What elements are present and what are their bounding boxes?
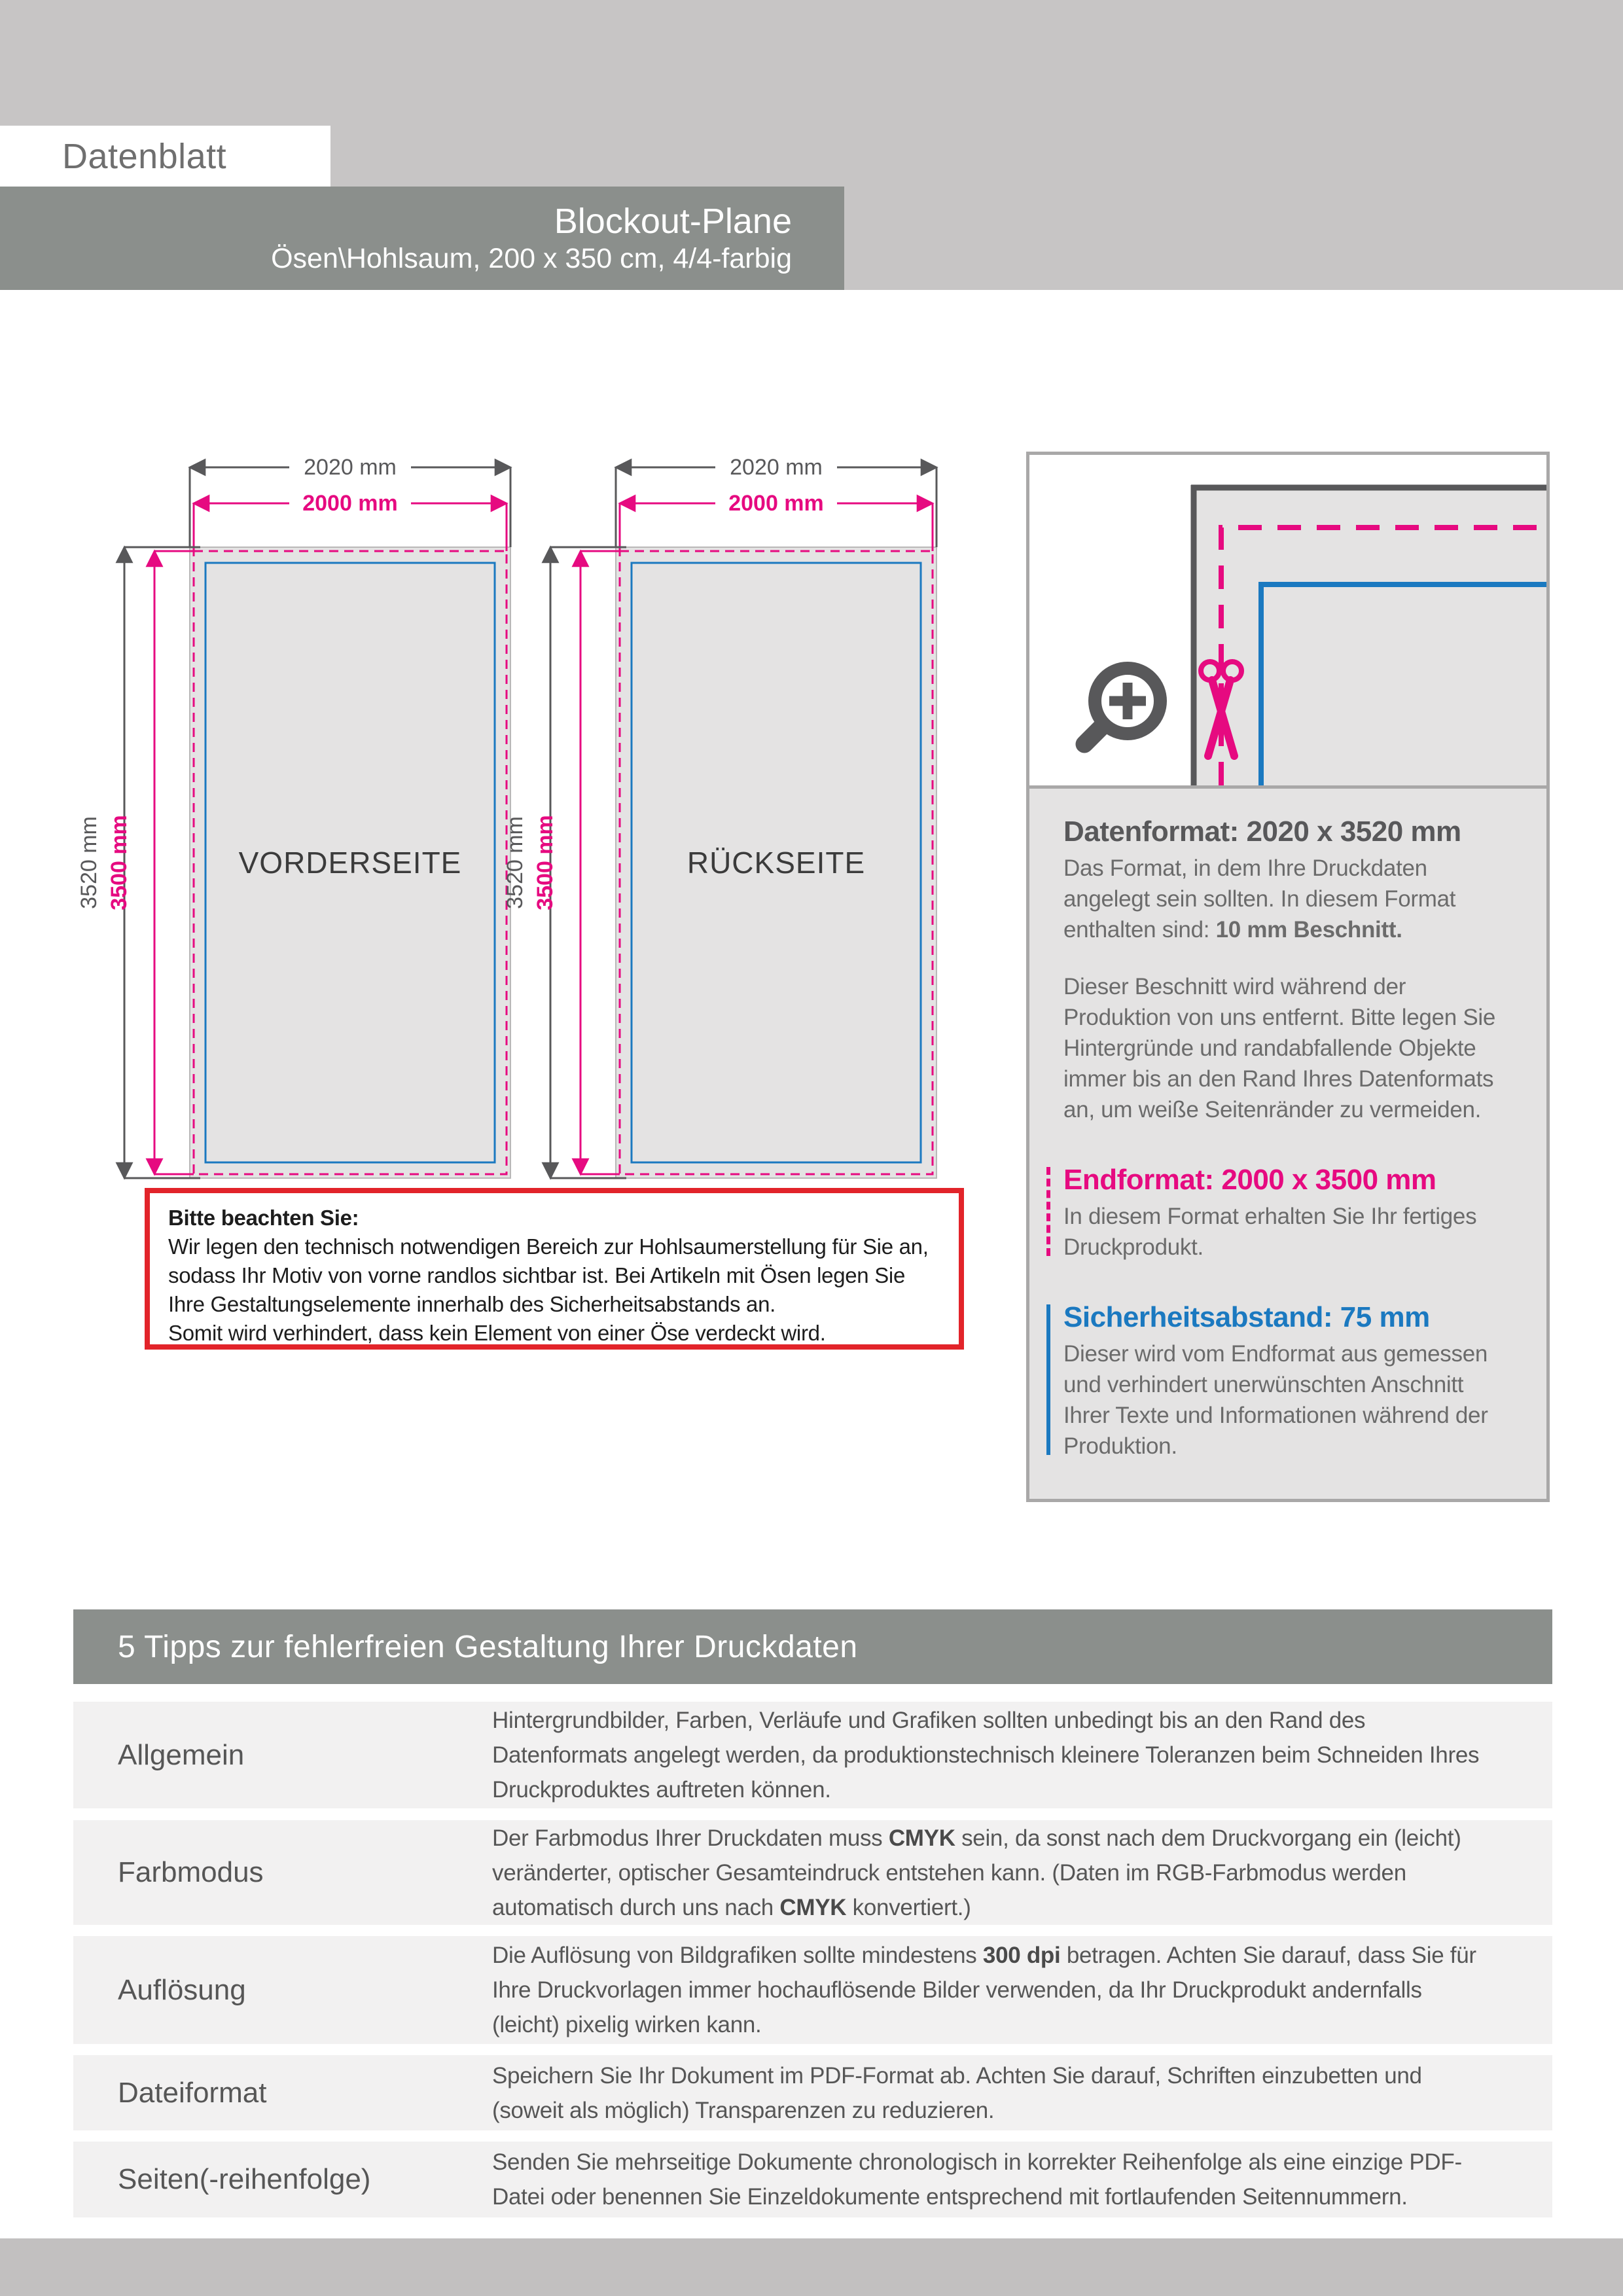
tip-body [492, 2145, 1493, 2214]
tip-text: Die Auflösung von Bildgrafiken sollte mindestens [492, 1943, 983, 1968]
tips-banner [73, 1609, 1552, 1684]
tip-row-seitenreihenfolge [73, 2142, 1552, 2217]
tip-row-farbmodus [73, 1820, 1552, 1925]
tip-text: Senden Sie mehrseitige Dokumente chronologisch in korrekter Reihenfolge als eine einzige PDF-Datei oder benennen Sie Einzeldokumente entsprechend mit fortlaufenden Seitennummern. [492, 2149, 1462, 2210]
datenformat-paragraph-1 [1063, 853, 1507, 945]
endformat-block [1063, 1163, 1507, 1263]
sheet-label: Datenblatt [62, 136, 227, 176]
front-side-label: VORDERSEITE [238, 846, 462, 880]
notice-body-2: Somit wird verhindert, dass kein Element von einer Öse verdeckt wird. [168, 1321, 826, 1345]
format-info-panel [1026, 452, 1550, 1502]
back-inner-width-label: 2000 mm [728, 491, 824, 516]
back-outer-width-label: 2020 mm [730, 455, 823, 480]
tip-label: Auflösung [118, 1973, 246, 2006]
product-subtitle: Ösen\Hohlsaum, 200 x 350 cm, 4/4-farbig [271, 243, 792, 274]
tip-text-bold: CMYK [888, 1825, 955, 1851]
tip-body [492, 1703, 1493, 1807]
back-inner-width-dimension [620, 491, 933, 551]
tip-body [492, 1938, 1493, 2042]
endformat-body: In diesem Format erhalten Sie Ihr fertiges Druckprodukt. [1063, 1204, 1477, 1260]
tips-banner-title: 5 Tipps zur fehlerfreien Gestaltung Ihrer Druckdaten [118, 1629, 858, 1664]
front-inner-height-label: 3500 mm [107, 815, 132, 910]
back-inner-height-label: 3500 mm [533, 815, 558, 910]
product-title: Blockout-Plane [554, 202, 792, 241]
tip-text: konvertiert.) [846, 1894, 971, 1920]
tip-text: betragen. Achten Sie darauf, dass Sie für Ihre Druckvorlagen immer hochauflösende Bilder verwenden, da Ihr Druckprodukt andernfalls (leicht) pixelig wirken kann. [492, 1943, 1476, 2037]
footer-band [0, 2238, 1623, 2296]
title-banner [0, 187, 844, 290]
front-inner-width-dimension [194, 491, 507, 551]
tip-body [492, 2058, 1493, 2128]
magnifier-icon [1084, 668, 1160, 744]
tip-text-bold: 300 dpi [982, 1943, 1061, 1968]
tip-text: Speichern Sie Ihr Dokument im PDF-Format ab. Achten Sie darauf, Schriften einzubetten und (soweit als möglich) Transparenzen zu reduzieren. [492, 2062, 1422, 2123]
tip-label: Seiten(-reihenfolge) [118, 2163, 371, 2195]
notice-body-1: Wir legen den technisch notwendigen Bereich zur Hohlsaumerstellung für Sie an, sodass Ihr Motiv von vorne randlos sichtbar ist. Bei Artikeln mit Ösen legen Sie Ihre Gestaltungselemente innerhalb des Sicherheitsabstands an. [168, 1234, 929, 1316]
tip-label: Farbmodus [118, 1856, 264, 1888]
back-outer-height-dimension [503, 547, 626, 1178]
tip-row-allgemein [73, 1702, 1552, 1808]
tip-row-dateiformat [73, 2055, 1552, 2130]
corner-illustration-graphic [1029, 455, 1546, 785]
tip-label: Allgemein [118, 1738, 245, 1771]
endformat-heading: Endformat: 2000 x 3500 mm [1063, 1164, 1436, 1196]
tip-text: Hintergrundbilder, Farben, Verläufe und Grafiken sollten unbedingt bis an den Rand des Datenformats angelegt werden, da produktionstechnisch kleinere Toleranzen beim Schneiden Ihres Druckproduktes auftreten können. [492, 1708, 1480, 1803]
datenformat-p1-bold: 10 mm Beschnitt. [1215, 917, 1402, 942]
front-outer-height-label: 3520 mm [77, 816, 101, 909]
tip-label: Dateiformat [118, 2076, 267, 2109]
format-descriptions [1029, 785, 1546, 1499]
front-inner-width-label: 2000 mm [302, 491, 398, 516]
sicherheitsabstand-heading: Sicherheitsabstand: 75 mm [1063, 1301, 1430, 1333]
sicherheitsabstand-body: Dieser wird vom Endformat aus gemessen und verhindert unerwünschten Anschnitt Ihrer Texte und Informationen während der Produktion. [1063, 1341, 1488, 1459]
datenformat-p1-text: Das Format, in dem Ihre Druckdaten angelegt sein sollten. In diesem Format enthalten sind: [1063, 855, 1456, 942]
front-outer-height-dimension [77, 547, 200, 1178]
front-outer-width-label: 2020 mm [304, 455, 397, 480]
front-inner-height-dimension [107, 551, 194, 1174]
tip-text: sein, da sonst nach dem Druckvorgang ein (leicht) veränderter, optischer Gesamteindruck entstehen kann. (Daten im RGB-Farbmodus werden automatisch durch uns nach [492, 1825, 1461, 1920]
front-diagram [72, 452, 530, 1191]
tip-text-bold: CMYK [779, 1894, 847, 1920]
datenformat-heading: Datenformat: 2020 x 3520 mm [1063, 816, 1461, 848]
tip-body [492, 1821, 1493, 1925]
sicherheitsabstand-block [1063, 1300, 1507, 1462]
notice-box [145, 1188, 964, 1350]
back-inner-height-dimension [533, 551, 620, 1174]
notice-title: Bitte beachten Sie: [168, 1206, 359, 1230]
sheet-label-box [0, 126, 330, 187]
back-side-label: RÜCKSEITE [687, 846, 866, 880]
corner-illustration [1029, 455, 1546, 785]
back-outer-height-label: 3520 mm [503, 816, 527, 909]
back-diagram [498, 452, 956, 1191]
tip-text: Der Farbmodus Ihrer Druckdaten muss [492, 1825, 889, 1851]
tip-row-aufloesung [73, 1936, 1552, 2044]
datenformat-paragraph-2: Dieser Beschnitt wird während der Produktion von uns entfernt. Bitte legen Sie Hintergründe und randabfallende Objekte immer bis an den Rand Ihres Datenformats an, um weiße Seitenränder zu vermeiden. [1063, 974, 1496, 1122]
